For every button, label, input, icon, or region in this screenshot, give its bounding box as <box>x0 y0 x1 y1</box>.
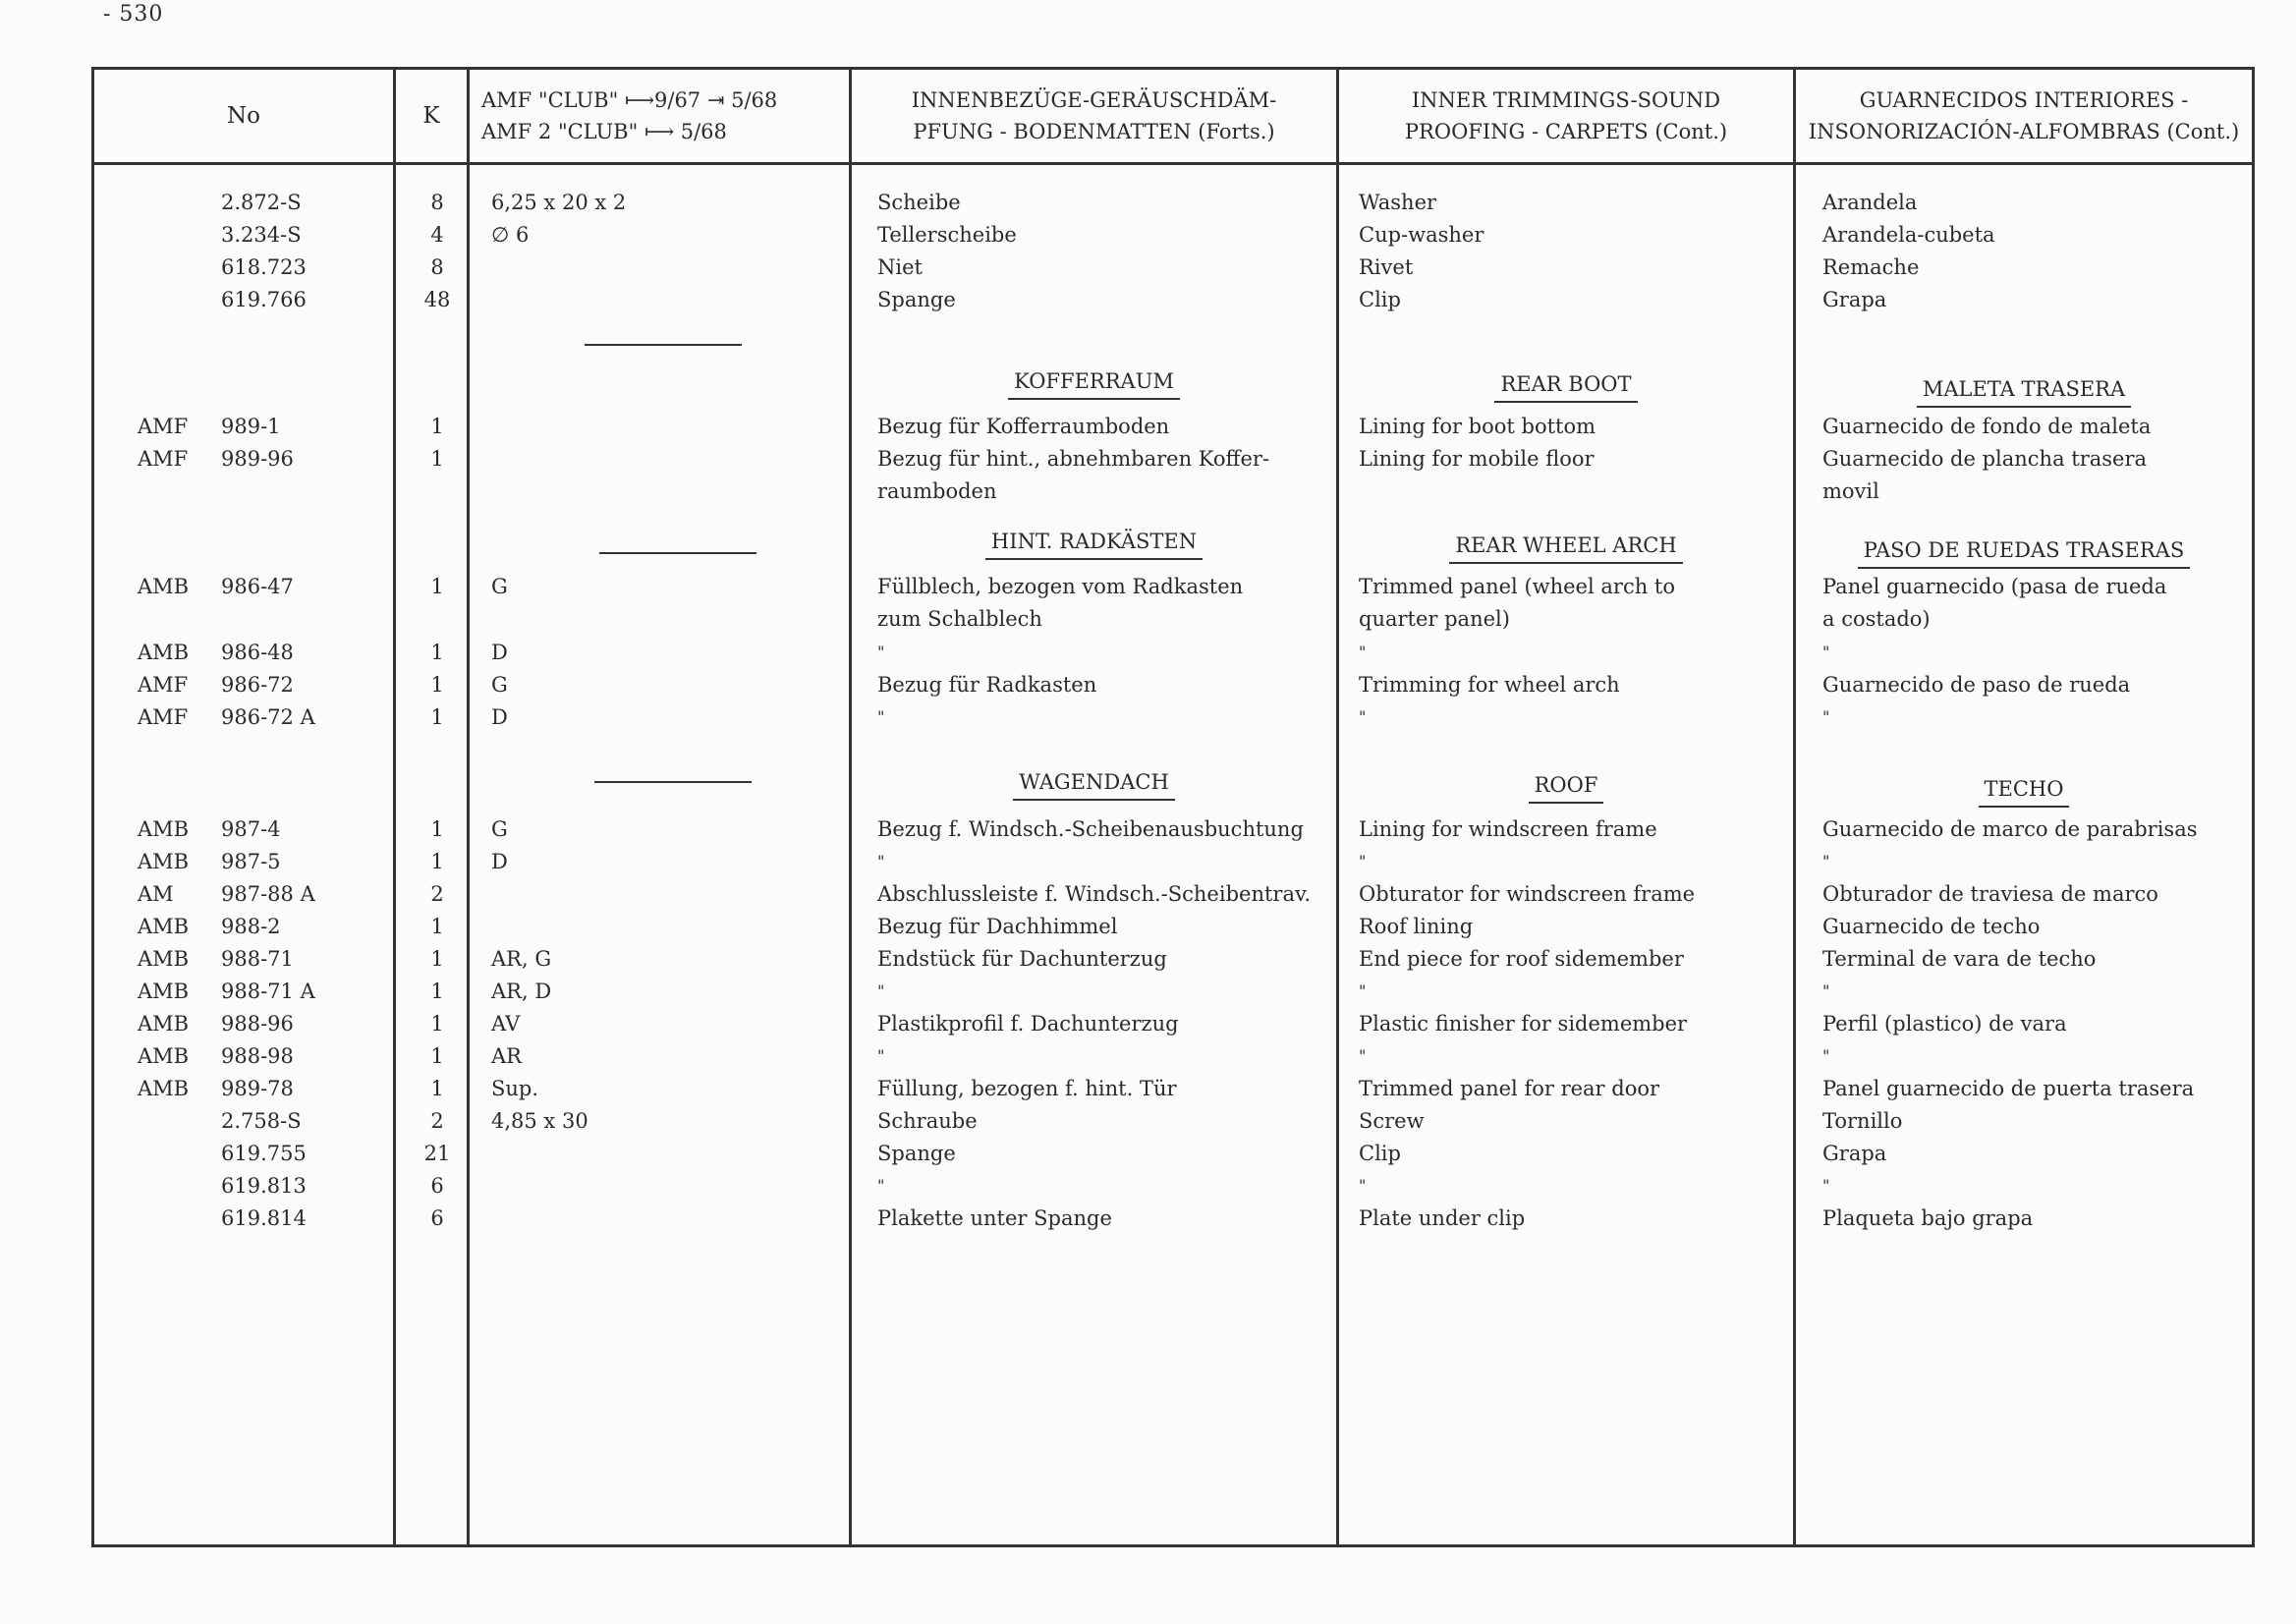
table-cell-no: 989-96 <box>221 447 294 471</box>
header-no <box>94 69 393 162</box>
section-title-es: PASO DE RUEDAS TRASERAS <box>1796 537 2252 569</box>
table-cell-en: Lining for mobile floor <box>1359 447 1595 471</box>
table-cell-es: Perfil (plastico) de vara <box>1822 1012 2067 1036</box>
table-cell-spec: Sup. <box>491 1077 539 1100</box>
table-cell-no: 619.766 <box>221 288 307 311</box>
group-divider <box>599 552 756 554</box>
table-cell-no: 3.234-S <box>221 223 302 247</box>
section-title-en: REAR WHEEL ARCH <box>1339 532 1793 564</box>
table-cell-prefix: AMB <box>138 915 190 938</box>
table-cell-k: 6 <box>430 1206 444 1230</box>
table-cell-no: 2.758-S <box>221 1109 302 1133</box>
table-cell-no: 986-72 <box>221 673 294 697</box>
section-title-en: REAR BOOT <box>1339 371 1793 403</box>
table-cell-en: Clip <box>1359 288 1401 311</box>
header-en-line: PROOFING - CARPETS (Cont.) <box>1404 119 1728 143</box>
table-cell-es: Arandela <box>1822 191 1918 214</box>
table-cell-k: 1 <box>430 1012 444 1036</box>
table-cell-es: " <box>1822 1046 1831 1065</box>
table-cell-spec: D <box>491 641 508 664</box>
table-cell-en: Trimming for wheel arch <box>1359 673 1620 697</box>
column-divider <box>849 67 852 1547</box>
table-cell-no: 987-5 <box>221 850 281 873</box>
table-cell-de: Bezug für Kofferraumboden <box>877 415 1170 438</box>
table-cell-de: Bezug für Radkasten <box>877 673 1097 697</box>
header-de-line: INNENBEZÜGE-GERÄUSCHDÄM- <box>911 87 1277 112</box>
table-cell-es: Terminal de vara de techo <box>1822 947 2097 971</box>
table-cell-en: Roof lining <box>1359 915 1474 938</box>
table-cell-de: raumboden <box>877 479 997 503</box>
table-cell-en: Rivet <box>1359 255 1414 279</box>
table-cell-k: 1 <box>430 415 444 438</box>
group-divider <box>585 344 742 346</box>
table-cell-en: Plate under clip <box>1359 1206 1526 1230</box>
table-cell-prefix: AMB <box>138 817 190 841</box>
table-cell-es: a costado) <box>1822 607 1931 631</box>
table-cell-spec: G <box>491 817 508 841</box>
table-cell-prefix: AMB <box>138 980 190 1003</box>
header-model-line: AMF 2 "CLUB" ⟼ 5/68 <box>481 119 727 143</box>
table-cell-de: Scheibe <box>877 191 961 214</box>
table-cell-k: 8 <box>430 255 444 279</box>
table-cell-en: Obturator for windscreen frame <box>1359 882 1696 906</box>
table-cell-de: Füllblech, bezogen vom Radkasten <box>877 575 1244 598</box>
table-cell-en: " <box>1359 707 1368 726</box>
table-cell-prefix: AMB <box>138 1012 190 1036</box>
table-cell-spec: AR <box>491 1044 522 1068</box>
table-cell-no: 619.813 <box>221 1174 307 1198</box>
table-cell-no: 986-47 <box>221 575 294 598</box>
header-k-label: K <box>422 102 440 129</box>
table-cell-en: " <box>1359 1046 1368 1065</box>
table-cell-k: 1 <box>430 1044 444 1068</box>
header-no-label: No <box>227 102 260 129</box>
table-cell-de: " <box>877 852 886 870</box>
table-cell-spec: AR, G <box>491 947 552 971</box>
table-cell-spec: 4,85 x 30 <box>491 1109 588 1133</box>
table-cell-en: " <box>1359 981 1368 1000</box>
table-cell-de: Bezug für hint., abnehmbaren Koffer- <box>877 447 1270 471</box>
table-cell-prefix: AMB <box>138 947 190 971</box>
table-cell-de: Schraube <box>877 1109 978 1133</box>
table-cell-de: Tellerscheibe <box>877 223 1017 247</box>
section-title-en: ROOF <box>1339 772 1793 804</box>
table-cell-en: " <box>1359 643 1368 661</box>
header-en-line: INNER TRIMMINGS-SOUND <box>1411 87 1721 112</box>
table-cell-en: Clip <box>1359 1142 1401 1165</box>
table-cell-no: 988-71 A <box>221 980 315 1003</box>
table-cell-no: 989-1 <box>221 415 281 438</box>
table-cell-es: Guarnecido de marco de parabrisas <box>1822 817 2198 841</box>
table-cell-spec: AR, D <box>491 980 552 1003</box>
table-cell-spec: G <box>491 673 508 697</box>
table-cell-no: 989-78 <box>221 1077 294 1100</box>
table-cell-no: 988-98 <box>221 1044 294 1068</box>
table-cell-k: 1 <box>430 575 444 598</box>
table-cell-es: " <box>1822 852 1831 870</box>
table-cell-no: 988-96 <box>221 1012 294 1036</box>
table-cell-k: 2 <box>430 1109 444 1133</box>
table-cell-de: Bezug für Dachhimmel <box>877 915 1118 938</box>
table-cell-en: End piece for roof sidemember <box>1359 947 1684 971</box>
table-cell-en: Lining for windscreen frame <box>1359 817 1657 841</box>
table-cell-de: Bezug f. Windsch.-Scheibenausbuchtung <box>877 817 1304 841</box>
header-k <box>396 69 467 162</box>
table-cell-es: Obturador de traviesa de marco <box>1822 882 2158 906</box>
table-cell-k: 1 <box>430 850 444 873</box>
table-cell-es: Guarnecido de techo <box>1822 915 2041 938</box>
table-cell-es: Panel guarnecido (pasa de rueda <box>1822 575 2167 598</box>
table-cell-no: 619.814 <box>221 1206 307 1230</box>
table-cell-en: Screw <box>1359 1109 1425 1133</box>
table-cell-no: 987-88 A <box>221 882 315 906</box>
table-cell-k: 2 <box>430 882 444 906</box>
table-cell-de: Plakette unter Spange <box>877 1206 1112 1230</box>
table-cell-k: 1 <box>430 915 444 938</box>
header-de-line: PFUNG - BODENMATTEN (Forts.) <box>913 119 1275 143</box>
table-cell-es: Guarnecido de plancha trasera <box>1822 447 2148 471</box>
table-cell-de: Abschlussleiste f. Windsch.-Scheibentrav. <box>877 882 1312 906</box>
table-cell-k: 1 <box>430 947 444 971</box>
table-cell-k: 1 <box>430 817 444 841</box>
table-cell-es: Guarnecido de paso de rueda <box>1822 673 2131 697</box>
table-cell-k: 1 <box>430 673 444 697</box>
table-cell-en: Plastic finisher for sidemember <box>1359 1012 1688 1036</box>
table-cell-es: Grapa <box>1822 288 1887 311</box>
table-cell-prefix: AMB <box>138 575 190 598</box>
header-german <box>852 69 1336 162</box>
table-cell-prefix: AMB <box>138 850 190 873</box>
table-cell-no: 987-4 <box>221 817 281 841</box>
table-cell-k: 1 <box>430 447 444 471</box>
table-cell-de: " <box>877 643 886 661</box>
header-english <box>1339 69 1793 162</box>
table-cell-en: Trimmed panel for rear door <box>1359 1077 1660 1100</box>
table-cell-prefix: AMF <box>138 705 189 729</box>
table-cell-de: Füllung, bezogen f. hint. Tür <box>877 1077 1177 1100</box>
table-cell-spec: D <box>491 705 508 729</box>
table-cell-de: Endstück für Dachunterzug <box>877 947 1167 971</box>
table-cell-k: 21 <box>423 1142 451 1165</box>
table-cell-k: 6 <box>430 1174 444 1198</box>
column-divider <box>393 67 396 1547</box>
table-cell-de: Spange <box>877 1142 956 1165</box>
table-cell-no: 619.755 <box>221 1142 307 1165</box>
table-cell-k: 1 <box>430 641 444 664</box>
header-es-line: GUARNECIDOS INTERIORES - <box>1859 87 2189 112</box>
table-cell-prefix: AMF <box>138 673 189 697</box>
column-divider <box>1336 67 1339 1547</box>
table-cell-de: " <box>877 1176 886 1195</box>
table-cell-no: 988-71 <box>221 947 294 971</box>
table-cell-prefix: AM <box>138 882 174 906</box>
table-cell-en: Cup-washer <box>1359 223 1484 247</box>
header-model-line: AMF "CLUB" ⟼9/67 ⇥ 5/68 <box>481 87 778 112</box>
table-cell-de: Niet <box>877 255 923 279</box>
table-cell-es: " <box>1822 643 1831 661</box>
table-cell-no: 2.872-S <box>221 191 302 214</box>
header-es-line: INSONORIZACIÓN-ALFOMBRAS (Cont.) <box>1808 119 2240 143</box>
section-title-es: MALETA TRASERA <box>1796 376 2252 408</box>
table-cell-de: Plastikprofil f. Dachunterzug <box>877 1012 1179 1036</box>
table-cell-spec: ∅ 6 <box>491 223 530 247</box>
section-title-de: KOFFERRAUM <box>852 368 1336 400</box>
table-cell-es: Remache <box>1822 255 1920 279</box>
table-cell-en: Trimmed panel (wheel arch to <box>1359 575 1675 598</box>
header-divider <box>91 162 2255 165</box>
page-number: - 530 <box>103 2 164 27</box>
table-cell-prefix: AMB <box>138 1044 190 1068</box>
table-cell-es: Panel guarnecido de puerta trasera <box>1822 1077 2195 1100</box>
table-cell-no: 986-48 <box>221 641 294 664</box>
header-models <box>481 69 847 162</box>
table-cell-prefix: AMF <box>138 415 189 438</box>
table-cell-no: 986-72 A <box>221 705 315 729</box>
table-cell-k: 1 <box>430 705 444 729</box>
table-cell-k: 4 <box>430 223 444 247</box>
table-cell-de: " <box>877 1046 886 1065</box>
section-title-de: HINT. RADKÄSTEN <box>852 529 1336 560</box>
table-cell-en: quarter panel) <box>1359 607 1510 631</box>
section-title-de: WAGENDACH <box>852 769 1336 801</box>
table-cell-no: 988-2 <box>221 915 281 938</box>
table-cell-en: Lining for boot bottom <box>1359 415 1596 438</box>
table-cell-en: " <box>1359 852 1368 870</box>
table-cell-es: " <box>1822 707 1831 726</box>
table-cell-es: " <box>1822 981 1831 1000</box>
table-cell-prefix: AMF <box>138 447 189 471</box>
table-cell-es: Grapa <box>1822 1142 1887 1165</box>
table-cell-k: 48 <box>423 288 451 311</box>
table-cell-es: Tornillo <box>1822 1109 1903 1133</box>
table-cell-spec: 6,25 x 20 x 2 <box>491 191 627 214</box>
table-cell-k: 8 <box>430 191 444 214</box>
table-cell-no: 618.723 <box>221 255 307 279</box>
header-spanish <box>1796 69 2252 162</box>
group-divider <box>594 781 752 783</box>
table-cell-spec: G <box>491 575 508 598</box>
table-cell-spec: D <box>491 850 508 873</box>
table-cell-es: " <box>1822 1176 1831 1195</box>
table-cell-es: Plaqueta bajo grapa <box>1822 1206 2034 1230</box>
table-cell-prefix: AMB <box>138 641 190 664</box>
table-cell-es: Arandela-cubeta <box>1822 223 1995 247</box>
section-title-es: TECHO <box>1796 776 2252 808</box>
table-cell-en: " <box>1359 1176 1368 1195</box>
table-cell-de: " <box>877 981 886 1000</box>
table-cell-es: movil <box>1822 479 1879 503</box>
table-cell-k: 1 <box>430 980 444 1003</box>
table-cell-de: zum Schalblech <box>877 607 1042 631</box>
table-cell-es: Guarnecido de fondo de maleta <box>1822 415 2152 438</box>
table-cell-prefix: AMB <box>138 1077 190 1100</box>
table-cell-de: " <box>877 707 886 726</box>
table-cell-de: Spange <box>877 288 956 311</box>
table-cell-en: Washer <box>1359 191 1437 214</box>
table-cell-spec: AV <box>491 1012 521 1036</box>
table-cell-k: 1 <box>430 1077 444 1100</box>
